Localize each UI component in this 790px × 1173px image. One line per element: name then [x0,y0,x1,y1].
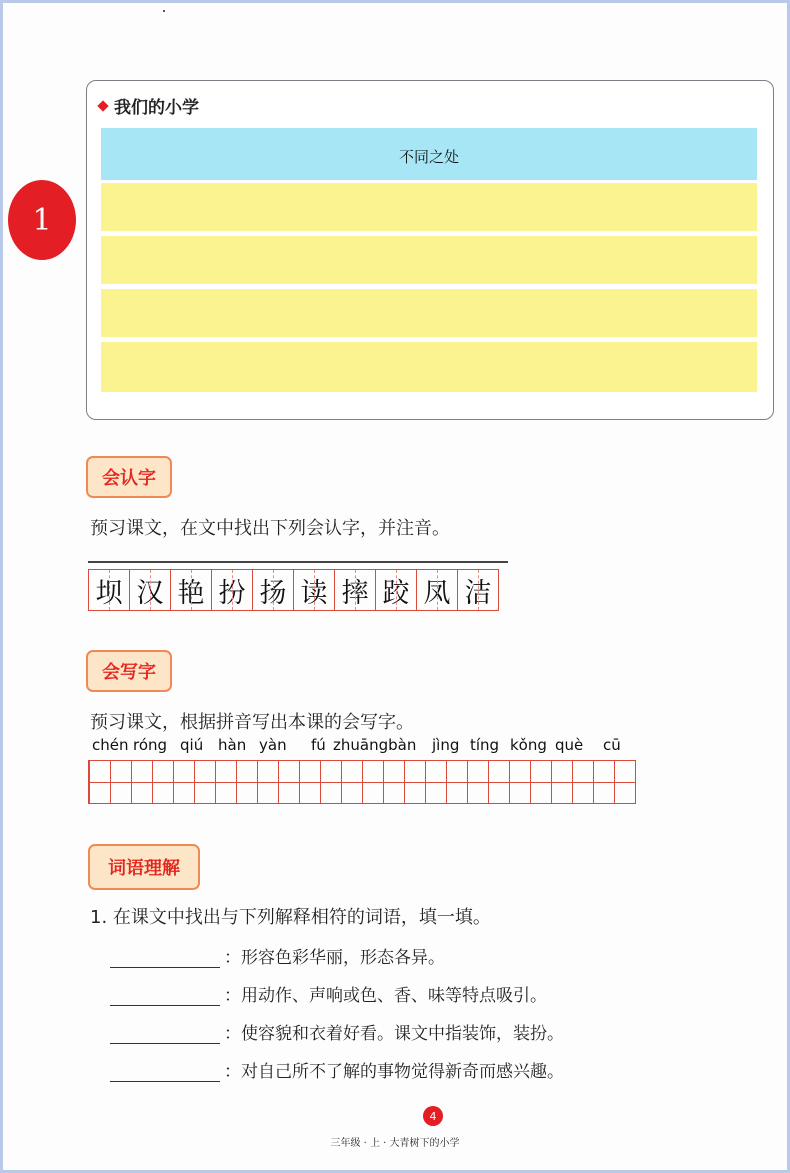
compare-row-4[interactable] [101,342,757,392]
character-cell: 坝 [88,569,130,611]
pinyin-label: jìng [432,736,460,754]
character-cell: 跤 [375,569,417,611]
pinyin-writing-line[interactable] [88,561,508,563]
compare-row-2[interactable] [101,236,757,284]
compare-table-header [101,128,757,180]
section-tag-recognize: 会认字 [86,456,172,498]
pinyin-label: què [555,736,584,754]
pinyin-label: cū [603,736,621,754]
vocab-definition: ：对自己所不了解的事物觉得新奇而感兴趣。 [224,1062,564,1082]
vocab-item [110,1052,564,1082]
pinyin-label: qiú [180,736,204,754]
vocab-item [110,1014,564,1044]
compare-row-3[interactable] [101,289,757,337]
pinyin-label: zhuāngbàn [333,736,417,754]
pinyin-label: kǒng [510,736,547,754]
row-divider [101,232,757,235]
page-footer: 三年级 · 上 · 大青树下的小学 [330,1138,460,1149]
character-cell: 扮 [211,569,253,611]
lesson-number-tab: 1 [8,180,76,260]
compare-box-title [99,93,199,118]
character-cell: 凤 [416,569,458,611]
vocab-definition: ：使容貌和衣着好看。课文中指装饰，装扮。 [224,1024,564,1044]
recognize-character-grid [88,569,508,611]
character-cell: 汉 [129,569,171,611]
page-number: 4 [423,1106,443,1126]
row-divider [101,285,757,288]
answer-blank[interactable] [110,1059,220,1082]
compare-box [86,80,774,420]
recognize-instruction: 预习课文，在文中找出下列会认字，并注音。 [90,518,450,539]
character-cell: 艳 [170,569,212,611]
compare-box-title-text: 我们的小学 [114,98,199,118]
section-tag-write: 会写字 [86,650,172,692]
pinyin-label: chén [92,736,129,754]
vocab-definition: ：用动作、声响或色、香、味等特点吸引。 [224,986,547,1006]
write-instruction: 预习课文，根据拼音写出本课的会写字。 [90,712,414,733]
vocab-item [110,976,547,1006]
character-cell: 摔 [334,569,376,611]
pinyin-label: tíng [470,736,500,754]
pinyin-label: róng [133,736,168,754]
vocab-definition: ：形容色彩华丽，形态各异。 [224,948,445,968]
answer-blank[interactable] [110,983,220,1006]
section-tag-vocab: 词语理解 [88,844,200,890]
pinyin-label: fú [311,736,326,754]
answer-blank[interactable] [110,945,220,968]
character-cell: 读 [293,569,335,611]
vocab-instruction: 1. 在课文中找出与下列解释相符的词语，填一填。 [90,907,491,928]
character-cell: 洁 [457,569,499,611]
diamond-bullet-icon [97,100,108,111]
print-mark [163,10,165,12]
compare-row-1[interactable] [101,183,757,231]
pinyin-label: hàn [218,736,247,754]
vocab-item [110,938,445,968]
character-cell: 扬 [252,569,294,611]
answer-blank[interactable] [110,1021,220,1044]
compare-column-header: 不同之处 [398,148,459,166]
row-divider [101,338,757,341]
pinyin-label: yàn [259,736,287,754]
writing-grid[interactable] [88,760,636,804]
